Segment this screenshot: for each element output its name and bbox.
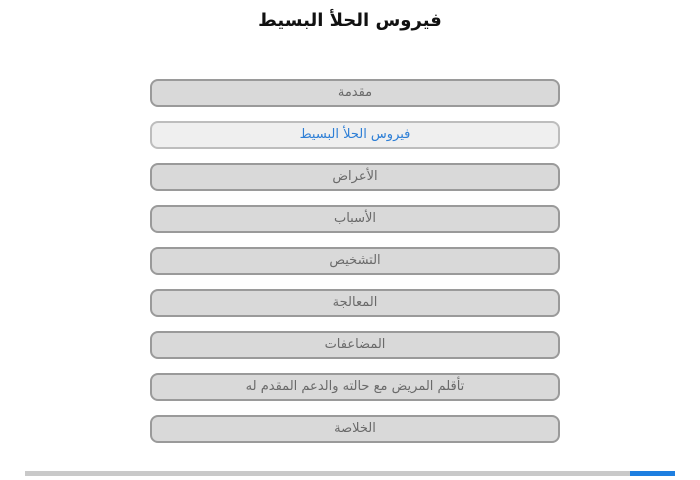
chapter-menu bbox=[150, 79, 560, 457]
menu-item-summary[interactable]: الخلاصة bbox=[150, 415, 560, 443]
page-title: فيروس الحلأ البسيط bbox=[258, 10, 442, 31]
menu-item-coping-and-support[interactable]: تأقلم المريض مع حالته والدعم المقدم له bbox=[150, 373, 560, 401]
menu-item-complications[interactable]: المضاعفات bbox=[150, 331, 560, 359]
menu-item-herpes-simplex-virus[interactable]: فيروس الحلأ البسيط bbox=[150, 121, 560, 149]
menu-item-symptoms[interactable]: الأعراض bbox=[150, 163, 560, 191]
progress-bar-fill bbox=[630, 471, 676, 476]
menu-item-introduction[interactable]: مقدمة bbox=[150, 79, 560, 107]
progress-bar bbox=[25, 471, 675, 476]
menu-item-causes[interactable]: الأسباب bbox=[150, 205, 560, 233]
menu-item-treatment[interactable]: المعالجة bbox=[150, 289, 560, 317]
menu-item-diagnosis[interactable]: التشخيص bbox=[150, 247, 560, 275]
